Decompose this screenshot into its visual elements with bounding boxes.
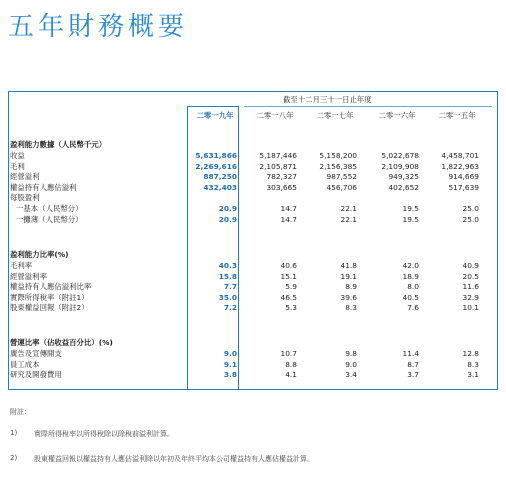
- header-divider: [244, 106, 492, 107]
- cell-value: 3.7: [407, 370, 419, 380]
- cell-value: 456,706: [326, 182, 357, 192]
- cell-value: 20.9: [218, 204, 237, 213]
- cell-value: 2,156,385: [319, 161, 357, 171]
- row-label: 一基本（人民幣分）: [16, 204, 83, 213]
- year-header-2: 二零一七年: [316, 111, 354, 120]
- cell-value: 9.8: [345, 349, 357, 358]
- cell-value: 5,187,446: [259, 151, 297, 160]
- row-label: 股東權益回報（附註2）: [10, 303, 89, 313]
- cell-value: 8.8: [285, 359, 297, 369]
- cell-value: 887,250: [203, 172, 237, 182]
- row-label: 經營溢利率: [10, 271, 47, 281]
- cell-value: 15.1: [280, 271, 297, 281]
- year-header-1: 二零一八年: [256, 111, 294, 120]
- cell-value: 4,458,701: [441, 151, 479, 160]
- cell-value: 14.7: [280, 214, 297, 224]
- cell-value: 40.3: [218, 261, 237, 270]
- cell-value: 8.3: [467, 359, 479, 369]
- cell-value: 5,022,678: [381, 151, 419, 160]
- cell-value: 10.1: [462, 303, 479, 313]
- cell-value: 517,639: [448, 182, 479, 192]
- cell-value: 39.6: [340, 292, 357, 302]
- cell-value: 8.0: [407, 282, 419, 292]
- row-label: 權益持有人應佔溢利: [10, 182, 77, 192]
- cell-value: 11.4: [402, 349, 419, 358]
- row-label: 毛利: [10, 161, 25, 171]
- cell-value: 3.4: [345, 370, 357, 380]
- cell-value: 22.1: [340, 204, 357, 213]
- cell-value: 40.9: [462, 261, 479, 270]
- row-label: 毛利率: [10, 261, 33, 270]
- cell-value: 25.0: [462, 214, 479, 224]
- year-header-0: 二零一九年: [196, 111, 234, 120]
- row-label: 實際所得稅率（附註1）: [10, 292, 89, 302]
- cell-value: 46.5: [280, 292, 297, 302]
- cell-value: 914,669: [448, 172, 479, 182]
- cell-value: 11.6: [462, 282, 479, 292]
- cell-value: 40.6: [280, 261, 297, 270]
- cell-value: 20.5: [462, 271, 479, 281]
- section-heading: 盈利能力比率(%): [10, 250, 69, 259]
- cell-value: 5,631,866: [195, 151, 237, 160]
- cell-value: 8.9: [345, 282, 357, 292]
- note-1-number: 1): [10, 429, 18, 437]
- cell-value: 2,105,871: [259, 161, 297, 171]
- cell-value: 4.1: [285, 370, 297, 380]
- cell-value: 35.0: [218, 292, 237, 302]
- cell-value: 42.0: [402, 261, 419, 270]
- cell-value: 782,327: [266, 172, 297, 182]
- cell-value: 9.1: [223, 359, 237, 369]
- cell-value: 22.1: [340, 214, 357, 224]
- cell-value: 9.0: [345, 359, 357, 369]
- cell-value: 1,822,963: [441, 161, 479, 171]
- cell-value: 10.7: [280, 349, 297, 358]
- cell-value: 3.8: [223, 370, 237, 380]
- cell-value: 18.9: [402, 271, 419, 281]
- year-header-4: 二零一五年: [438, 111, 476, 120]
- row-label: 一攤薄（人民幣分）: [16, 214, 83, 224]
- note-2-number: 2): [10, 454, 18, 462]
- cell-value: 7.6: [407, 303, 419, 313]
- cell-value: 32.9: [462, 292, 479, 302]
- cell-value: 8.7: [407, 359, 419, 369]
- year-header-3: 二零一六年: [378, 111, 416, 120]
- row-label: 收益: [10, 151, 25, 160]
- cell-value: 303,665: [266, 182, 297, 192]
- row-label: 廣告及宣傳開支: [10, 349, 62, 358]
- cell-value: 2,269,616: [195, 161, 237, 171]
- cell-value: 25.0: [462, 204, 479, 213]
- cell-value: 5.3: [285, 303, 297, 313]
- cell-value: 5.9: [285, 282, 297, 292]
- cell-value: 15.8: [218, 271, 237, 281]
- note-1-text: 實際所得稅率以所得稅除以除稅前溢利計算。: [34, 430, 174, 438]
- cell-value: 14.7: [280, 204, 297, 213]
- cell-value: 20.9: [218, 214, 237, 224]
- current-year-column-highlight: [187, 106, 239, 390]
- cell-value: 19.1: [340, 271, 357, 281]
- row-label: 經營溢利: [10, 172, 40, 182]
- cell-value: 40.5: [402, 292, 419, 302]
- year-group-heading: 截至十二月三十一日止年度: [283, 95, 372, 104]
- cell-value: 987,552: [326, 172, 357, 182]
- cell-value: 19.5: [402, 204, 419, 213]
- cell-value: 5,158,200: [319, 151, 357, 160]
- cell-value: 432,403: [203, 182, 237, 192]
- page-title: 五年財務概要: [8, 12, 189, 42]
- cell-value: 41.8: [340, 261, 357, 270]
- note-2-text: 股東權益回報以權益持有人應佔溢利除以年初及年終平均本公司權益持有人應佔權益計算。: [34, 455, 314, 463]
- cell-value: 2,109,908: [381, 161, 419, 171]
- cell-value: 19.5: [402, 214, 419, 224]
- cell-value: 7.7: [223, 282, 237, 292]
- section-heading: 盈利能力數據（人民幣千元）: [10, 140, 107, 149]
- cell-value: 12.8: [462, 349, 479, 358]
- row-label: 研究及開發費用: [10, 370, 62, 380]
- cell-value: 402,652: [388, 182, 419, 192]
- row-label: 員工成本: [10, 359, 40, 369]
- cell-value: 8.3: [345, 303, 357, 313]
- section-heading: 營運比率（佔收益百分比）(%): [10, 338, 113, 347]
- row-label: 每股盈利: [10, 193, 40, 203]
- cell-value: 9.0: [223, 349, 237, 358]
- notes-heading: 附註：: [10, 408, 31, 416]
- row-label: 權益持有人應佔溢利比率: [10, 282, 92, 292]
- cell-value: 949,325: [388, 172, 419, 182]
- cell-value: 7.2: [223, 303, 237, 313]
- cell-value: 3.1: [467, 370, 479, 380]
